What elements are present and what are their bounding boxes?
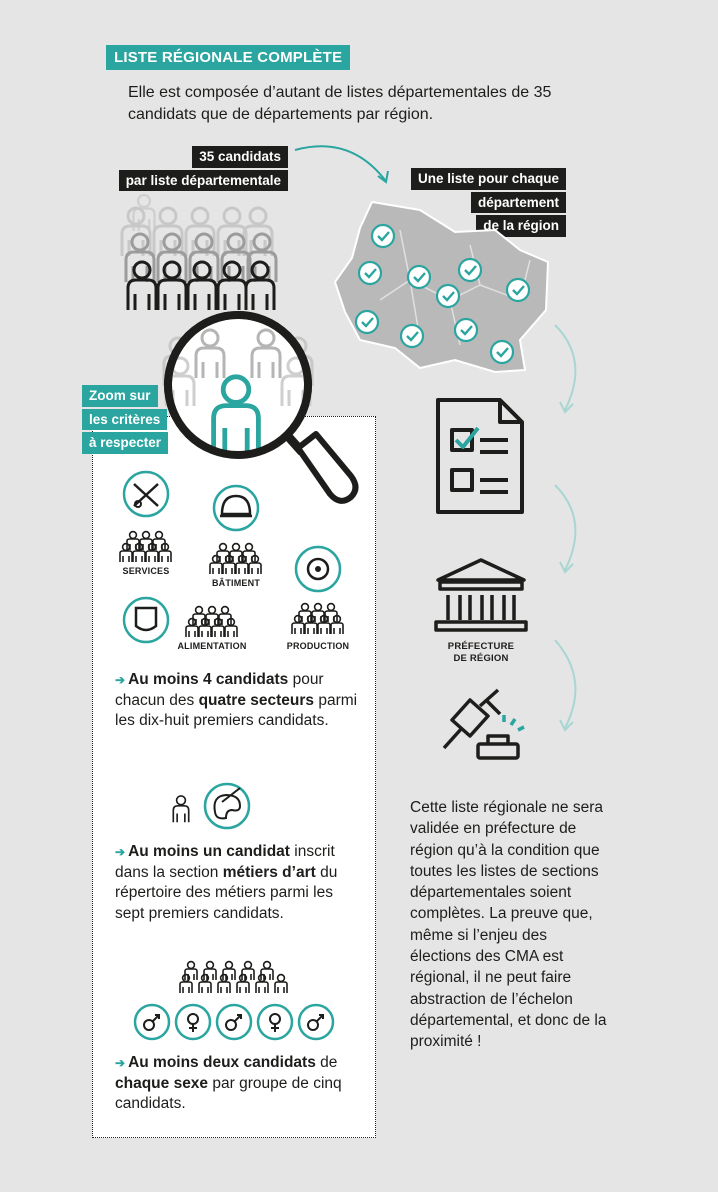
criterion-parity: ➔ Au moins deux candidats de chaque sexe par groupe de cinq candidats. [115, 1054, 342, 1112]
region-tag-line2: département [471, 192, 566, 214]
bullet-arrow-icon: ➔ [115, 845, 126, 859]
services-sector-icon [120, 472, 171, 562]
criterion-metiers-art: ➔ Au moins un candidat inscrit dans la section métiers d’art du répertoire des métiers parmi les sept premiers candidats. [115, 843, 338, 922]
candidates-tag-line1: 35 candidats [192, 146, 288, 168]
region-tag-line3: de la région [476, 215, 566, 237]
intro-text: Elle est composée d’autant de listes départementales de 35 candidats que de départements par région. [128, 84, 552, 123]
prefecture-label-line1: PRÉFECTURE [447, 641, 515, 652]
label-batiment: BÂTIMENT [211, 578, 261, 588]
alimentation-sector-icon [124, 598, 237, 642]
parity-icons [135, 962, 333, 1039]
title-tag: LISTE RÉGIONALE COMPLÈTE [106, 45, 350, 70]
zoom-tag-line3: à respecter [82, 432, 168, 454]
criterion-sectors: ➔ Au moins 4 candidats pour chacun des quatre secteurs parmi les dix-huit premiers candidats. [115, 671, 358, 729]
production-sector-icon [292, 547, 343, 634]
bullet-arrow-icon: ➔ [115, 673, 126, 687]
bullet-arrow-icon: ➔ [115, 1056, 126, 1070]
label-production: PRODUCTION [286, 641, 350, 651]
conclusion-text: Cette liste régionale ne sera validée en préfecture de région qu’à la condition que toutes les listes de sections départementales soient complètes. La preuve que, même si l’enjeu des élections des CMA est régional, il ne peut faire abstraction de l’échelon départemental, et donc de la proximité ! [410, 799, 607, 1051]
candidates-tag-line2: par liste départementale [119, 170, 288, 192]
batiment-sector-icon [210, 486, 261, 574]
label-alimentation: ALIMENTATION [177, 641, 247, 651]
prefecture-label [436, 641, 526, 665]
zoom-tag-line2: les critères [82, 409, 167, 431]
zoom-tag-line1: Zoom sur [82, 385, 158, 407]
metiers-art-icon [173, 784, 249, 828]
label-services: SERVICES [122, 566, 170, 576]
region-tag-line1: Une liste pour chaque [411, 168, 566, 190]
prefecture-label-line2: DE RÉGION [453, 653, 509, 664]
